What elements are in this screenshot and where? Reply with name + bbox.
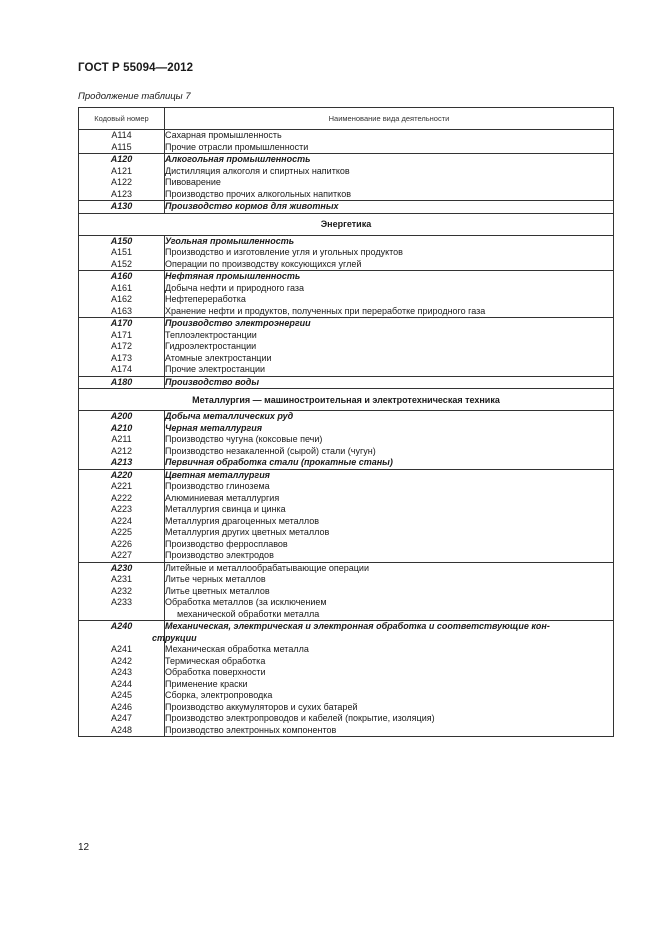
table-row: [79, 411, 614, 470]
activity-name: Производство электроэнергии: [165, 318, 311, 328]
code-cell: [79, 469, 165, 562]
activity-name: Добыча нефти и природного газа: [165, 282, 305, 293]
code-cell: [79, 271, 165, 318]
activity-code: A171: [110, 329, 133, 340]
name-cell: [152, 621, 614, 737]
activity-code: A120: [110, 154, 133, 164]
name-cell: [165, 318, 614, 377]
activity-name: Пивоварение: [165, 177, 221, 187]
activity-name: Металлургия других цветных металлов: [165, 527, 330, 537]
activity-name: Производство электродов: [165, 550, 274, 560]
activity-code: A121: [110, 165, 133, 176]
activity-code: A226: [110, 538, 133, 549]
activity-name: Нефтяная промышленность: [165, 271, 301, 281]
activity-name: Производство прочих алкогольных напитков: [165, 188, 351, 199]
activity-name: Производство чугуна (коксовые печи): [165, 434, 323, 444]
activity-name: механической обработки металла: [177, 608, 320, 619]
activity-name: Производство глинозема: [165, 481, 270, 491]
activity-code: A223: [110, 504, 133, 514]
activity-code: A200: [110, 411, 133, 421]
activity-name: Литье цветных металлов: [165, 585, 270, 596]
activity-code: A123: [110, 188, 133, 199]
code-cell: [79, 411, 165, 470]
activity-code: A221: [110, 481, 133, 491]
activity-name: Сборка, электропроводка: [165, 690, 273, 700]
activity-code: A243: [110, 667, 133, 677]
activity-name: Черная металлургия: [165, 422, 263, 433]
activity-code: A163: [110, 305, 133, 316]
section-row: [79, 389, 614, 411]
activity-code: A180: [110, 376, 133, 387]
activity-code: A212: [110, 445, 133, 456]
activity-name: Сахарная промышленность: [165, 130, 282, 140]
activity-name: Металлургия драгоценных металлов: [165, 515, 320, 526]
activity-code: A241: [110, 644, 133, 654]
activity-name: Термическая обработка: [165, 655, 266, 666]
activity-code: A220: [110, 469, 133, 480]
activity-code: A172: [110, 341, 133, 351]
code-cell: [79, 376, 165, 389]
activity-name: Алюминиевая металлургия: [165, 492, 280, 503]
table-row: [79, 130, 614, 154]
activity-code: A170: [110, 318, 133, 328]
activity-code: A122: [110, 177, 133, 187]
activity-code: A161: [110, 282, 133, 293]
activity-code: A211: [111, 434, 132, 444]
activity-code: A130: [110, 201, 133, 211]
table-row: [79, 318, 614, 377]
name-cell: [165, 469, 614, 562]
name-cell: [165, 235, 614, 271]
activity-name: Производство электропроводов и кабелей (покрытие, изоляция): [165, 713, 435, 723]
activity-code: A224: [110, 515, 133, 526]
activity-name: струкции: [152, 632, 197, 643]
table-row: [79, 235, 614, 271]
code-cell: [79, 562, 165, 621]
activity-name: Металлургия свинца и цинка: [165, 504, 286, 514]
activity-code: A222: [110, 492, 133, 503]
name-cell: [165, 201, 614, 214]
activity-name: Атомные электростанции: [165, 352, 272, 363]
activity-name: Производство кормов для животных: [165, 201, 339, 211]
column-header-name: Наименование вида деятельности: [165, 108, 614, 130]
activity-codes-table: [78, 107, 614, 737]
table-row: [79, 469, 614, 562]
activity-code: A230: [110, 562, 133, 573]
activity-code: A245: [110, 690, 133, 700]
activity-name: Производство аккумуляторов и сухих батарей: [165, 701, 358, 712]
activity-name: Механическая, электрическая и электронная обработка и соответствующие кон-: [165, 621, 550, 631]
table-row: [79, 376, 614, 389]
code-cell: [79, 154, 165, 201]
activity-name: Цветная металлургия: [165, 469, 270, 480]
page-number: 12: [78, 842, 90, 853]
code-cell: [79, 201, 165, 214]
activity-name: Теплоэлектростанции: [165, 329, 257, 340]
activity-name: Производство воды: [165, 376, 260, 387]
activity-name: Угольная промышленность: [165, 235, 295, 246]
activity-code: A225: [110, 527, 133, 537]
activity-code: A210: [110, 422, 133, 433]
activity-name: Прочие отрасли промышленности: [165, 141, 309, 152]
activity-code: A231: [110, 574, 133, 584]
activity-name: Нефтепереработка: [165, 294, 246, 304]
activity-code: A242: [110, 655, 133, 666]
activity-code: A173: [110, 352, 133, 363]
name-cell: [165, 154, 614, 201]
table-row: [79, 201, 614, 214]
table-body: [79, 130, 614, 737]
table-row: [79, 621, 614, 737]
activity-code: A115: [111, 141, 132, 152]
name-cell: [165, 130, 614, 154]
activity-code: [79, 609, 164, 621]
section-title: Металлургия — машиностроительная и электротехническая техника: [79, 389, 614, 411]
activity-name: Производство незакаленной (сырой) стали (чугун): [165, 445, 376, 456]
activity-code: A114: [111, 130, 132, 140]
activity-name: Производство ферросплавов: [165, 538, 288, 549]
activity-code: A151: [110, 247, 133, 257]
activity-name: Производство и изготовление угля и угольных продуктов: [165, 247, 403, 257]
activity-code: A150: [110, 235, 133, 246]
code-cell: [79, 318, 165, 377]
name-cell: [165, 271, 614, 318]
section-title: Энергетика: [79, 213, 614, 235]
activity-code: A174: [110, 364, 133, 374]
activity-code: A247: [110, 713, 133, 723]
table-header-row: [79, 108, 614, 130]
activity-name: Операции по производству коксующихся углей: [165, 258, 362, 269]
table-row: [79, 562, 614, 621]
activity-name: Литейные и металлообрабатывающие операции: [165, 562, 369, 573]
name-cell: [165, 562, 614, 621]
activity-code: A246: [110, 701, 133, 712]
table-row: [79, 271, 614, 318]
table-row: [79, 154, 614, 201]
activity-name: Механическая обработка металла: [165, 644, 309, 654]
activity-name: Хранение нефти и продуктов, полученных при переработке природного газа: [165, 305, 486, 316]
activity-code: A240: [110, 621, 133, 631]
activity-name: Добыча металлических руд: [165, 411, 294, 421]
activity-name: Обработка поверхности: [165, 667, 266, 677]
activity-name: Производство электронных компонентов: [165, 724, 337, 735]
name-cell: [165, 411, 614, 470]
table-continuation-label: Продолжение таблицы 7: [78, 91, 191, 102]
code-cell: [79, 235, 165, 271]
column-header-code: Кодовый номер: [79, 108, 165, 130]
activity-name: Литье черных металлов: [165, 574, 266, 584]
activity-code: A232: [110, 585, 133, 596]
activity-code: A152: [110, 258, 133, 269]
activity-code: A227: [110, 550, 133, 560]
activity-name: Алкогольная промышленность: [165, 154, 311, 164]
activity-name: Прочие электростанции: [165, 364, 266, 374]
activity-name: Дистилляция алкоголя и спиртных напитков: [165, 165, 350, 176]
activity-code: A248: [110, 724, 133, 735]
activity-code: A233: [110, 597, 133, 607]
activity-code: A162: [110, 294, 133, 304]
activity-code: A213: [110, 457, 133, 467]
activity-name: Применение краски: [165, 678, 248, 689]
name-cell: [165, 376, 614, 389]
activity-name: Гидроэлектростанции: [165, 341, 257, 351]
activity-code: A160: [110, 271, 133, 281]
activity-name: Обработка металлов (за исключением: [165, 597, 327, 607]
activity-name: Первичная обработка стали (прокатные станы): [165, 457, 393, 467]
code-cell: [79, 130, 165, 154]
activity-code: A244: [110, 678, 133, 689]
section-row: [79, 213, 614, 235]
document-title: ГОСТ Р 55094—2012: [78, 62, 194, 74]
